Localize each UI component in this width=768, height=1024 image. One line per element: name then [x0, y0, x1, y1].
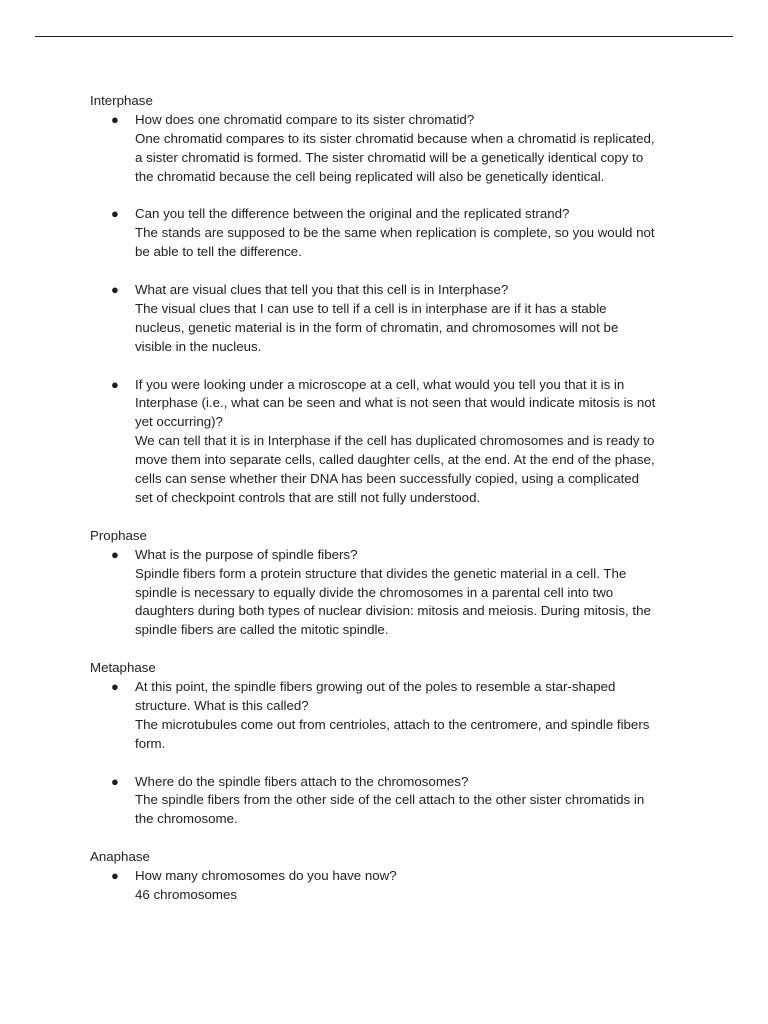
answer-line: the chromatid because the cell being replicated will also be genetically identical.: [135, 168, 605, 184]
bullet-icon: ●: [111, 679, 119, 695]
answer-line: We can tell that it is in Interphase if the cell has duplicated chromosomes and is ready to: [135, 433, 655, 449]
answer-line: set of checkpoint controls that are still not fully understood.: [135, 489, 481, 505]
bullet-icon: ●: [111, 773, 119, 789]
answer-line: the chromosome.: [135, 811, 238, 827]
list-item: [90, 678, 690, 754]
spacer: [90, 754, 690, 773]
question-text: How does one chromatid compare to its sister chromatid?: [135, 111, 475, 127]
answer-line: move them into separate cells, called daughter cells, at the end. At the end of the phase,: [135, 452, 655, 468]
list-item: [90, 546, 690, 641]
section-title: Interphase: [90, 93, 153, 108]
question-line: At this point, the spindle fibers growing out of the poles to resemble a star-shaped: [135, 679, 616, 695]
answer-line: spindle is necessary to equally divide the chromosomes in a parental cell into two: [135, 584, 614, 600]
answer-line: visible in the nucleus.: [135, 338, 262, 354]
list-item: [90, 111, 690, 187]
question-text: What is the purpose of spindle fibers?: [135, 546, 358, 562]
spacer: [90, 829, 690, 848]
section-interphase: [90, 92, 690, 508]
list-item: [90, 773, 690, 830]
list-item: [90, 281, 690, 357]
section-metaphase: [90, 659, 690, 829]
bullet-icon: ●: [111, 376, 119, 392]
question-list: [90, 867, 690, 905]
list-item: [90, 867, 690, 905]
answer-line: One chromatid compares to its sister chromatid because when a chromatid is replicated,: [135, 130, 655, 146]
bullet-icon: ●: [111, 282, 119, 298]
header-rule: [35, 36, 733, 37]
section-prophase: [90, 527, 690, 640]
list-item: [90, 205, 690, 262]
answer-line: The microtubules come out from centrioles, attach to the centromere, and spindle fibers: [135, 716, 650, 732]
answer-line: nucleus, genetic material is in the form of chromatin, and chromosomes will not be: [135, 319, 619, 335]
question-line: structure. What is this called?: [135, 697, 309, 713]
question-line: If you were looking under a microscope at a cell, what would you tell you that it is in: [135, 376, 625, 392]
question-line: Interphase (i.e., what can be seen and what is not seen that would indicate mitosis is not: [135, 395, 656, 411]
bullet-icon: ●: [111, 546, 119, 562]
section-title: Metaphase: [90, 660, 156, 676]
answer-line: Spindle fibers form a protein structure that divides the genetic material in a cell. The: [135, 565, 627, 581]
section-anaphase: [90, 848, 690, 905]
answer-line: spindle fibers are called the mitotic spindle.: [135, 622, 389, 638]
question-text: Can you tell the difference between the original and the replicated strand?: [135, 206, 570, 222]
answer-line: be able to tell the difference.: [135, 244, 302, 260]
question-text: How many chromosomes do you have now?: [135, 868, 397, 884]
answer-line: a sister chromatid is formed. The sister chromatid will be a genetically identical copy to: [135, 149, 644, 165]
answer-line: The spindle fibers from the other side of the cell attach to the other sister chromatids in: [135, 792, 645, 808]
question-text: Where do the spindle fibers attach to the chromosomes?: [135, 773, 469, 789]
spacer: [90, 262, 690, 281]
spacer: [90, 187, 690, 206]
question-list: [90, 111, 690, 508]
spacer: [90, 357, 690, 376]
answer-line: form.: [135, 735, 166, 751]
bullet-icon: ●: [111, 868, 119, 884]
question-line: yet occurring)?: [135, 414, 223, 430]
answer-line: 46 chromosomes: [135, 886, 237, 902]
bullet-icon: ●: [111, 206, 119, 222]
bullet-icon: ●: [111, 111, 119, 127]
spacer: [90, 508, 690, 527]
answer-line: daughters during both types of nuclear division: mitosis and meiosis. During mitosis, the: [135, 603, 651, 619]
document-body: [90, 92, 690, 905]
question-list: [90, 678, 690, 829]
answer-line: cells can sense whether their DNA has been successfully copied, using a complicated: [135, 471, 640, 487]
list-item: [90, 376, 690, 508]
question-list: [90, 546, 690, 641]
answer-line: The visual clues that I can use to tell if a cell is in interphase are if it has a stable: [135, 300, 607, 316]
question-text: What are visual clues that tell you that this cell is in Interphase?: [135, 282, 509, 298]
spacer: [90, 640, 690, 659]
answer-line: The stands are supposed to be the same when replication is complete, so you would not: [135, 225, 655, 241]
section-title: Prophase: [90, 527, 147, 543]
section-title: Anaphase: [90, 849, 150, 865]
